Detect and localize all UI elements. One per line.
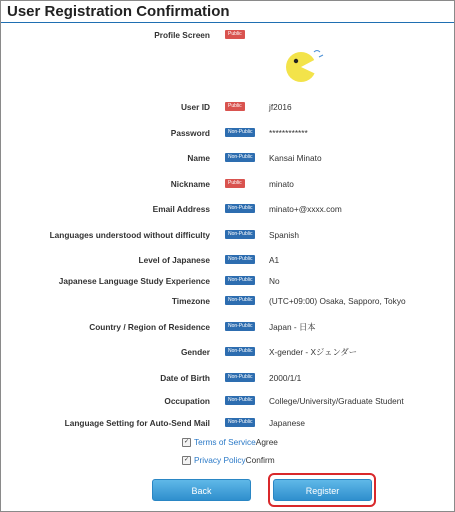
avatar-eye — [294, 59, 298, 63]
field-value: 2000/1/1 — [269, 373, 302, 383]
visibility-badge: Non-Public — [225, 322, 255, 331]
field-row — [1, 416, 454, 430]
visibility-badge: Non-Public — [225, 296, 255, 305]
field-row — [1, 151, 454, 165]
terms-suffix: Agree — [255, 437, 278, 447]
field-row — [1, 345, 454, 359]
field-value: Spanish — [269, 230, 299, 240]
field-value: College/University/Graduate Student — [269, 396, 404, 406]
field-label: Japanese Language Study Experience — [58, 276, 210, 286]
avatar-mark — [319, 55, 323, 57]
field-value: Kansai Minato — [269, 153, 322, 163]
field-label: Timezone — [171, 296, 210, 306]
field-row — [1, 294, 454, 308]
register-button[interactable]: Register — [273, 479, 372, 501]
field-value: jf2016 — [269, 102, 292, 112]
field-row — [1, 253, 454, 267]
visibility-badge: Non-Public — [225, 230, 255, 239]
visibility-badge: Non-Public — [225, 347, 255, 356]
visibility-badge: Non-Public — [225, 153, 255, 162]
field-row — [1, 100, 454, 114]
profile-screen-row — [1, 28, 454, 42]
visibility-badge: Non-Public — [225, 396, 255, 405]
field-label: Gender — [180, 347, 210, 357]
field-row — [1, 126, 454, 140]
field-value: minato+@xxxx.com — [269, 204, 342, 214]
privacy-agreement[interactable] — [182, 454, 275, 466]
field-value: A1 — [269, 255, 280, 265]
privacy-checkbox[interactable]: ✓ — [183, 457, 190, 464]
field-label: Level of Japanese — [138, 255, 210, 265]
profile-screen-label: Profile Screen — [154, 30, 210, 40]
field-label: User ID — [180, 102, 210, 112]
terms-agreement[interactable] — [182, 436, 278, 448]
field-label: Name — [187, 153, 210, 163]
field-label: Occupation — [164, 396, 210, 406]
field-value: (UTC+09:00) Osaka, Sapporo, Tokyo — [269, 296, 406, 306]
avatar — [283, 45, 325, 87]
field-row — [1, 394, 454, 408]
field-label: Nickname — [170, 179, 210, 189]
avatar-sweat — [314, 51, 320, 53]
field-label: Date of Birth — [160, 373, 210, 383]
field-label: Email Address — [152, 204, 210, 214]
visibility-badge: Public — [225, 179, 245, 188]
field-value: minato — [269, 179, 294, 189]
privacy-suffix: Confirm — [245, 455, 275, 465]
field-label: Country / Region of Residence — [89, 322, 210, 332]
visibility-badge: Non-Public — [225, 418, 255, 427]
field-row — [1, 202, 454, 216]
field-label: Languages understood without difficulty — [49, 230, 210, 240]
field-value: Japanese — [269, 418, 305, 428]
public-badge: Public — [225, 30, 245, 39]
visibility-badge: Public — [225, 102, 245, 111]
terms-checkbox[interactable]: ✓ — [183, 439, 190, 446]
field-row — [1, 320, 454, 334]
field-value: X-gender - Xジェンダー — [269, 347, 358, 357]
visibility-badge: Non-Public — [225, 128, 255, 137]
field-value: Japan - 日本 — [269, 322, 316, 332]
field-row — [1, 274, 454, 288]
field-row — [1, 228, 454, 242]
visibility-badge: Non-Public — [225, 276, 255, 285]
field-value: No — [269, 276, 280, 286]
field-row — [1, 177, 454, 191]
visibility-badge: Non-Public — [225, 204, 255, 213]
visibility-badge: Non-Public — [225, 255, 255, 264]
field-label: Language Setting for Auto-Send Mail — [64, 418, 210, 428]
field-value: ************ — [269, 128, 308, 138]
visibility-badge: Non-Public — [225, 373, 255, 382]
page-title: User Registration Confirmation — [7, 3, 230, 20]
terms-of-service-link[interactable]: Terms of Service — [194, 437, 256, 447]
privacy-policy-link[interactable]: Privacy Policy — [194, 455, 246, 465]
field-row — [1, 371, 454, 385]
back-button[interactable]: Back — [152, 479, 251, 501]
field-label: Password — [170, 128, 210, 138]
title-divider — [1, 22, 454, 23]
